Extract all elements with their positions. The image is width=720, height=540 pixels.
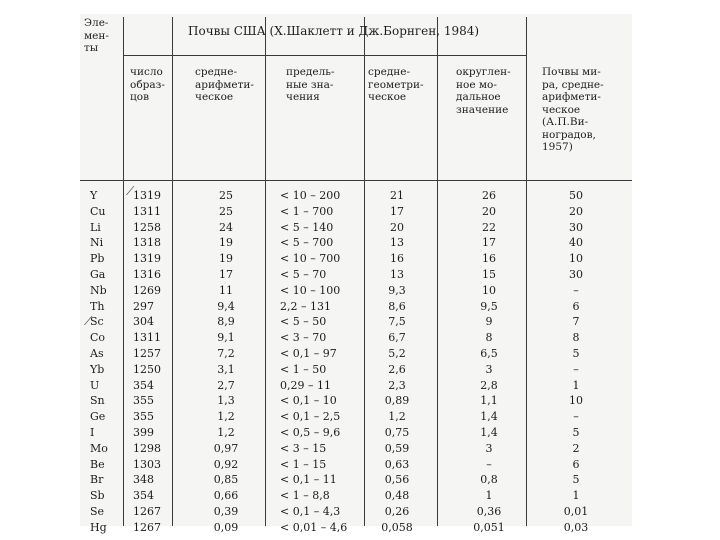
range-cell: 0,29 – 11	[280, 378, 331, 392]
header-world-soils: Почвы ми- ра, средне- арифмети- ческое (А.П.Ви- ноградов, 1957)	[542, 66, 604, 153]
world-mean-cell: 5	[572, 346, 580, 360]
geo-mean-cell: 0,59	[384, 441, 410, 455]
arith-mean-cell: 24	[219, 220, 233, 234]
element-cell: Se	[90, 504, 105, 518]
sample-count-cell: 354	[133, 489, 154, 503]
sample-count-cell: 1303	[133, 457, 161, 471]
sample-count-cell: 1267	[133, 504, 161, 518]
element-cell: Sb	[90, 489, 105, 503]
modal-cell: 1,1	[480, 394, 498, 408]
element-cell: Br	[90, 473, 104, 487]
modal-cell: 26	[482, 189, 496, 202]
modal-cell: 20	[482, 204, 496, 218]
geo-mean-cell: 20	[390, 220, 404, 234]
world-mean-cell: 50	[569, 189, 583, 202]
geo-mean-cell: 2,3	[388, 378, 406, 392]
arith-mean-cell: 0,66	[213, 489, 239, 503]
table-row	[80, 283, 632, 299]
range-cell: < 10 – 100	[280, 283, 341, 297]
geo-mean-cell: 1,2	[388, 410, 406, 424]
arith-mean-cell: 0,09	[213, 520, 239, 534]
geo-mean-cell: 13	[390, 267, 404, 281]
geo-mean-cell: 6,7	[388, 331, 406, 345]
range-cell: < 3 – 70	[280, 331, 327, 345]
geo-mean-cell: 0,89	[384, 394, 410, 408]
header-sample-count: число образ- цов	[130, 66, 165, 103]
geo-mean-cell: 16	[390, 252, 404, 266]
range-cell: < 1 – 700	[280, 204, 334, 218]
world-mean-cell: 1	[572, 489, 580, 503]
world-mean-cell: 2	[572, 441, 580, 455]
table-body	[80, 188, 632, 536]
element-cell: Be	[90, 457, 105, 471]
element-cell: Sn	[90, 394, 105, 408]
arith-mean-cell: 25	[219, 189, 233, 202]
sample-count-cell: 355	[133, 410, 154, 424]
arith-mean-cell: 19	[219, 236, 233, 250]
table-title: Почвы США (Х.Шаклетт и Дж.Борнген, 1984)	[188, 24, 480, 38]
modal-cell: 1,4	[480, 425, 498, 439]
range-cell: < 0,1 – 10	[280, 394, 337, 408]
geo-mean-cell: 8,6	[388, 299, 406, 313]
world-mean-cell: –	[573, 283, 579, 297]
table-row	[80, 251, 632, 267]
element-cell: I	[90, 425, 95, 439]
arith-mean-cell: 9,4	[217, 299, 235, 313]
table-row	[80, 204, 632, 220]
world-mean-cell: 1	[572, 378, 580, 392]
modal-cell: 16	[482, 252, 496, 266]
geo-mean-cell: 0,63	[384, 457, 410, 471]
arith-mean-cell: 0,92	[213, 457, 239, 471]
arith-mean-cell: 19	[219, 252, 233, 266]
header-elements: Эле- мен- ты	[84, 17, 109, 54]
element-cell: Pb	[90, 252, 105, 266]
range-cell: < 5 – 700	[280, 236, 334, 250]
modal-cell: 9	[485, 315, 493, 329]
range-cell: < 0,5 – 9,6	[280, 425, 341, 439]
table-row	[80, 346, 632, 362]
arith-mean-cell: 11	[219, 283, 233, 297]
arith-mean-cell: 1,3	[217, 394, 235, 408]
geo-mean-cell: 0,56	[384, 473, 410, 487]
element-cell: Li	[90, 220, 101, 234]
table-row	[80, 314, 632, 330]
modal-cell: 1,4	[480, 410, 498, 424]
header-geometric-mean: средне- геометри- ческое	[368, 66, 424, 103]
world-mean-cell: 8	[572, 331, 580, 345]
table-row	[80, 409, 632, 425]
table-row	[80, 267, 632, 283]
range-cell: < 5 – 50	[280, 315, 327, 329]
table-row	[80, 441, 632, 457]
sample-count-cell: 1258	[133, 220, 161, 234]
range-cell: < 1 – 50	[280, 362, 327, 376]
world-mean-cell: 5	[572, 425, 580, 439]
element-cell: Ge	[90, 410, 106, 424]
range-cell: < 0,1 – 2,5	[280, 410, 341, 424]
arith-mean-cell: 1,2	[217, 410, 235, 424]
element-cell: Hg	[90, 520, 107, 534]
element-cell: Ni	[90, 236, 104, 250]
sample-count-cell: 297	[133, 299, 154, 313]
range-cell: < 0,1 – 4,3	[280, 504, 341, 518]
element-cell: Y	[90, 189, 98, 202]
modal-cell: 6,5	[480, 346, 498, 360]
range-cell: < 1 – 8,8	[280, 489, 330, 503]
geo-mean-cell: 0,058	[381, 520, 413, 534]
range-cell: < 10 – 700	[280, 252, 341, 266]
table-row	[80, 472, 632, 488]
range-cell: < 0,1 – 11	[280, 473, 337, 487]
arith-mean-cell: 2,7	[217, 378, 235, 392]
title-rule	[123, 55, 526, 56]
element-cell: U	[90, 378, 100, 392]
sample-count-cell: 1316	[133, 267, 161, 281]
element-cell: Cu	[90, 204, 106, 218]
arith-mean-cell: 9,1	[217, 331, 235, 345]
table-row	[80, 504, 632, 520]
modal-cell: 3	[485, 441, 493, 455]
world-mean-cell: 6	[572, 457, 580, 471]
world-mean-cell: –	[573, 362, 579, 376]
sample-count-cell: 1269	[133, 283, 161, 297]
world-mean-cell: 30	[569, 267, 583, 281]
geo-mean-cell: 21	[390, 189, 404, 202]
modal-cell: 1	[485, 489, 493, 503]
sample-count-cell: 354	[133, 378, 154, 392]
world-mean-cell: 40	[569, 236, 583, 250]
arith-mean-cell: 17	[219, 267, 233, 281]
world-mean-cell: 20	[569, 204, 583, 218]
modal-cell: 0,8	[480, 473, 498, 487]
range-cell: < 0,1 – 97	[280, 346, 337, 360]
geo-mean-cell: 0,26	[384, 504, 410, 518]
header-arithmetic-mean: средне- арифмети- ческое	[195, 66, 254, 103]
sample-count-cell: 348	[133, 473, 154, 487]
table-row	[80, 520, 632, 536]
world-mean-cell: 0,01	[563, 504, 589, 518]
world-mean-cell: –	[573, 410, 579, 424]
table-row	[80, 425, 632, 441]
modal-cell: 9,5	[480, 299, 498, 313]
table-row	[80, 393, 632, 409]
arith-mean-cell: 3,1	[217, 362, 235, 376]
margin-mark: ⟋	[126, 184, 135, 198]
arith-mean-cell: 7,2	[217, 346, 235, 360]
geo-mean-cell: 7,5	[388, 315, 406, 329]
geo-mean-cell: 17	[390, 204, 404, 218]
modal-cell: 15	[482, 267, 496, 281]
sample-count-cell: 1267	[133, 520, 161, 534]
world-mean-cell: 7	[572, 315, 580, 329]
element-cell: Mo	[90, 441, 108, 455]
modal-cell: 17	[482, 236, 496, 250]
arith-mean-cell: 8,9	[217, 315, 235, 329]
margin-mark: ⟋	[84, 314, 93, 328]
modal-cell: 2,8	[480, 378, 498, 392]
element-cell: Th	[90, 299, 105, 313]
arith-mean-cell: 0,39	[213, 504, 239, 518]
range-cell: < 1 – 15	[280, 457, 327, 471]
range-cell: 2,2 – 131	[280, 299, 331, 313]
table-row	[80, 362, 632, 378]
element-cell: Sc	[90, 315, 104, 329]
range-cell: < 0,01 – 4,6	[280, 520, 348, 534]
world-mean-cell: 6	[572, 299, 580, 313]
range-cell: < 10 – 200	[280, 189, 341, 202]
modal-cell: –	[486, 457, 492, 471]
sample-count-cell: 1319	[133, 252, 161, 266]
modal-cell: 22	[482, 220, 496, 234]
world-mean-cell: 5	[572, 473, 580, 487]
soil-elements-table	[80, 14, 632, 534]
sample-count-cell: 1311	[133, 331, 161, 345]
sample-count-cell: 1311	[133, 204, 161, 218]
element-cell: Nb	[90, 283, 107, 297]
arith-mean-cell: 1,2	[217, 425, 235, 439]
table-row	[80, 457, 632, 473]
arith-mean-cell: 0,97	[213, 441, 239, 455]
modal-cell: 0,36	[476, 504, 502, 518]
world-mean-cell: 30	[569, 220, 583, 234]
table-row	[80, 220, 632, 236]
geo-mean-cell: 9,3	[388, 283, 406, 297]
header-rule	[80, 180, 632, 181]
sample-count-cell: 304	[133, 315, 154, 329]
table-row	[80, 299, 632, 315]
element-cell: Ga	[90, 267, 106, 281]
table-row	[80, 378, 632, 394]
table-row	[80, 488, 632, 504]
world-mean-cell: 10	[569, 252, 583, 266]
world-mean-cell: 0,03	[563, 520, 589, 534]
geo-mean-cell: 0,48	[384, 489, 410, 503]
sample-count-cell: 355	[133, 394, 154, 408]
geo-mean-cell: 0,75	[384, 425, 410, 439]
range-cell: < 5 – 70	[280, 267, 327, 281]
sample-count-cell: 1319	[133, 189, 161, 202]
table-row	[80, 188, 632, 204]
sample-count-cell: 1250	[133, 362, 161, 376]
arith-mean-cell: 25	[219, 204, 233, 218]
sample-count-cell: 1298	[133, 441, 161, 455]
element-cell: As	[90, 346, 104, 360]
range-cell: < 3 – 15	[280, 441, 327, 455]
header-modal-value: округлен- ное мо- дальное значение	[456, 66, 511, 116]
range-cell: < 5 – 140	[280, 220, 334, 234]
modal-cell: 3	[485, 362, 493, 376]
header-range: предель- ные зна- чения	[286, 66, 335, 103]
table-row	[80, 330, 632, 346]
modal-cell: 0,051	[473, 520, 505, 534]
element-cell: Yb	[90, 362, 105, 376]
arith-mean-cell: 0,85	[213, 473, 239, 487]
sample-count-cell: 1257	[133, 346, 161, 360]
world-mean-cell: 10	[569, 394, 583, 408]
geo-mean-cell: 2,6	[388, 362, 406, 376]
modal-cell: 10	[482, 283, 496, 297]
element-cell: Co	[90, 331, 106, 345]
geo-mean-cell: 13	[390, 236, 404, 250]
table-row	[80, 235, 632, 251]
sample-count-cell: 399	[133, 425, 154, 439]
sample-count-cell: 1318	[133, 236, 161, 250]
geo-mean-cell: 5,2	[388, 346, 406, 360]
modal-cell: 8	[485, 331, 493, 345]
